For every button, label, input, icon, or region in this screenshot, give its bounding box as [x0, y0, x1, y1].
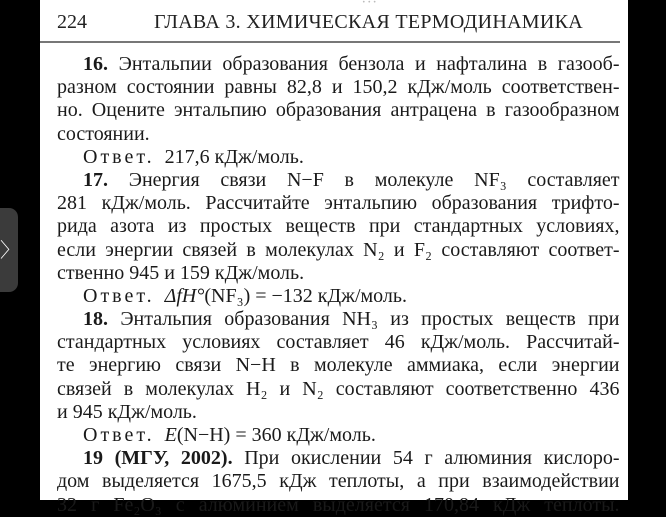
text-line: Энтальпии образования бензола и нафталина в газооб- — [118, 53, 620, 75]
answer-value: (NF₃) = −132 кДж/моль. — [204, 284, 408, 307]
text-line: стандартных условиях составляет 46 кДж/моль. Рассчитай- — [57, 331, 620, 354]
text-line: При окислении 54 г алюминия кислоро- — [244, 447, 620, 470]
text-line: если энергии связей в молекулах N₂ и F₂ составляют соответ- — [57, 238, 620, 261]
problem-number: 19 (МГУ, 2002). — [83, 447, 233, 470]
page-text — [57, 53, 620, 517]
problem-number: 18. — [83, 308, 108, 331]
book-page — [40, 0, 628, 516]
answer-18 — [57, 424, 620, 447]
problem-number: 16. — [83, 53, 108, 75]
problem-17-line — [57, 169, 620, 192]
running-header — [57, 10, 620, 36]
answer-value: 217,6 кДж/моль. — [164, 145, 304, 168]
chevron-right-icon: 〉 — [0, 238, 20, 262]
answer-symbol: E — [164, 424, 177, 446]
answer-label: Ответ. — [83, 424, 155, 446]
text-line: 32 г Fe₂O₃ с алюминием выделяется 170,84 кДж теплоты. — [57, 493, 620, 516]
text-line: разном состоянии равны 82,8 и 150,2 кДж/моль соответствен- — [57, 76, 620, 99]
problem-16-line — [57, 53, 620, 76]
drag-handle-icon[interactable]: • • • — [362, 0, 377, 6]
problem-18-line — [57, 308, 620, 331]
page-number: 224 — [57, 11, 87, 33]
header-divider — [40, 41, 620, 43]
answer-label: Ответ. — [83, 284, 155, 307]
answer-16 — [57, 146, 620, 169]
text-line: рида азота из простых веществ при стандартных условиях, — [57, 215, 620, 238]
text-line: состоянии. — [57, 122, 150, 145]
text-line: Энергия связи N−F в молекуле NF₃ составляет — [128, 168, 620, 191]
text-line: и 945 кДж/моль. — [57, 400, 197, 423]
problem-19-line — [57, 447, 620, 470]
text-line: 281 кДж/моль. Рассчитайте энтальпию образования трифто- — [57, 192, 620, 215]
text-line: дом выделяется 1675,5 кДж теплоты, а при взаимодействии — [57, 470, 620, 493]
text-line: те энергию связи N−H в молекуле аммиака, если энергии — [57, 354, 620, 377]
text-line: ственно 945 и 159 кДж/моль. — [57, 261, 305, 284]
text-line: Энтальпия образования NH₃ из простых веществ при — [120, 308, 620, 331]
next-page-tab[interactable] — [0, 208, 18, 292]
answer-value: (N−H) = 360 кДж/моль. — [176, 424, 376, 446]
answer-17 — [57, 285, 620, 308]
answer-symbol: ΔfH° — [164, 284, 205, 307]
text-line: но. Оцените энтальпию образования антрацена в газообразном — [57, 99, 620, 122]
problem-number: 17. — [83, 168, 108, 191]
text-line: связей в молекулах H₂ и N₂ составляют соответственно 436 — [57, 377, 620, 400]
answer-label: Ответ. — [83, 145, 155, 168]
chapter-title: ГЛАВА 3. ХИМИЧЕСКАЯ ТЕРМОДИНАМИКА — [153, 11, 584, 33]
